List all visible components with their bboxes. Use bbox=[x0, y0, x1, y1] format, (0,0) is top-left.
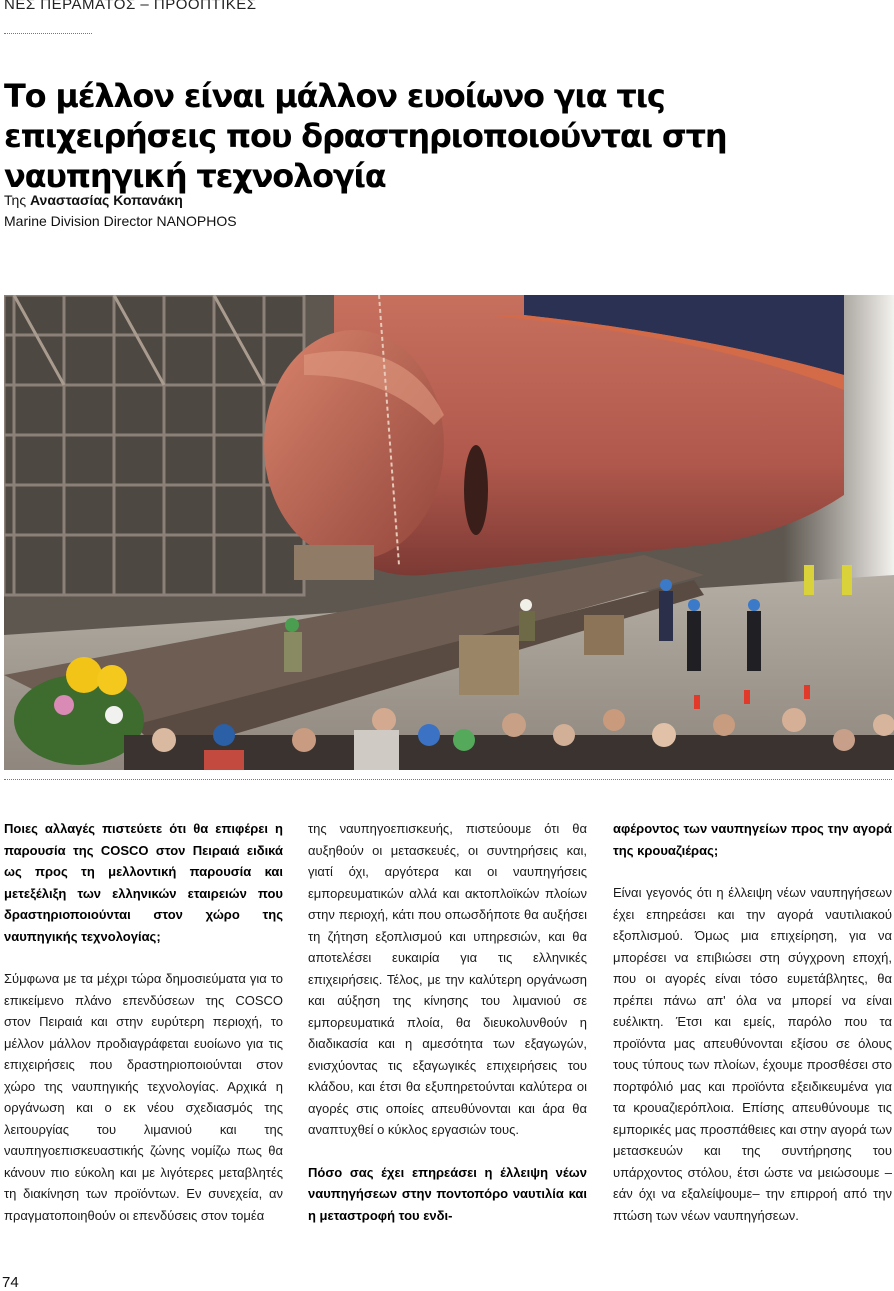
byline bbox=[4, 190, 237, 232]
article-column-1 bbox=[4, 818, 283, 1226]
question-2: Πόσο σας έχει επηρεάσει η έλλειψη νέων ναυπηγήσεων στην ποντοπόρο ναυτιλία και η μεταστροφή του ενδι- bbox=[308, 1164, 587, 1223]
section-divider bbox=[4, 33, 92, 34]
answer-1-continued: της ναυπηγοεπισκευής, πιστεύουμε ότι θα αυξηθούν οι μετασκευές, οι συντηρήσεις και, γιατί όχι, αργότερα και οι ναυπηγήσεις εμπορευματικών αλλά και ακτοπλοϊκών πλοίων στην περιοχή, κάτι που οπωσδήποτε θα αυξήσει τη ζήτηση εξοπλισμού και υπηρεσιών, και θα αποτελέσει ευκαιρία για τις ελληνικές επιχειρήσεις. Τέλος, με την καλύτερη οργάνωση και αύξηση της κίνησης του λιμανιού σε εμπορευματικά πλοία, θα διευκολυνθούν η διαδικασία και η αμεσότητα των εξαγωγών, ενισχύοντας τις εξαγωγικές επιχειρήσεις του κλάδου, και έτσι θα εξυπηρετούνται καλύτερα οι αγορές στις οποίες απευθύνονται και άρα θα αναπτυχθεί ο κύκλος εργασιών τους. bbox=[308, 821, 587, 1137]
article-headline: Το μέλλον είναι μάλλον ευοίωνο για τις επιχειρήσεις που δραστηριοποιούνται στη ναυπηγική τεχνολογία bbox=[4, 77, 727, 195]
article-column-2 bbox=[308, 818, 587, 1226]
byline-author-line bbox=[4, 190, 237, 211]
byline-prefix: Της bbox=[4, 192, 30, 208]
article-column-3 bbox=[613, 818, 892, 1226]
answer-1: Σύμφωνα με τα μέχρι τώρα δημοσιεύματα για το επικείμενο πλάνο επενδύσεων της COSCO στον Πειραιά και στην ευρύτερη περιοχή, το μέλλον μάλλον προδιαγράφεται ευοίωνο για τις επιχειρήσεις που δραστηριοποιούνται στον χώρο της ναυπηγικής τεχνολογίας. Αρχικά η οργάνωση και ο εκ νέου σχεδιασμός της λειτουργίας του λιμανιού και της ναυπηγοεπισκευαστικής ζώνης νομίζω πως θα κάνουν πιο εύκολη και με λιγότερες μεταβλητές τη διακίνηση των προϊόντων. Εν συνεχεία, αν πραγματοποιηθούν οι επενδύσεις στον τομέα bbox=[4, 971, 283, 1223]
section-label: ΝΕΣ ΠΕΡΑΜΑΤΟΣ – ΠΡΟΟΠΤΙΚΕΣ bbox=[4, 0, 257, 13]
answer-2: Είναι γεγονός ότι η έλλειψη νέων ναυπηγήσεων έχει επηρεάσει και την αγορά ναυτιλιακού εξοπλισμού. Όμως μια επιχείρηση, για να μπορέσει να επιβιώσει στη σύγχρονη εποχή, που οι αγορές είναι τόσο ευμετάβλητες, θα πρέπει πάνω απ' όλα να μπορεί να είναι ευέλικτη. Έτσι και εμείς, παρόλο που τα προϊόντα μας απευθύνονται εξίσου σε όλους τους τύπους των πλοίων, έχουμε προσθέσει στο πορτφόλιό μας και προϊόντα εξειδικευμένα για τα κρουαζιερόπλοια. Επίσης απευθύνουμε τις εμπορικές μας προσπάθειες και στην αγορά των μετασκευών και της συντήρησης του υπάρχοντος στόλου, έτσι ώστε να μειώσουμε –εάν όχι να εξαλείψουμε– την επιρροή από την πτώση των νέων ναυπηγήσεων. bbox=[613, 885, 892, 1223]
photo-divider bbox=[4, 779, 892, 780]
question-1: Ποιες αλλαγές πιστεύετε ότι θα επιφέρει η παρουσία της COSCO στον Πειραιά ειδικά ως προς τη μελλοντική παρουσία και μετεξέλιξη των ελληνικών εταιρειών που δραστηριοποιούνται στον χώρο της ναυπηγικής τεχνολογίας; bbox=[4, 821, 283, 944]
ship-launch-photo bbox=[4, 295, 894, 770]
byline-role: Marine Division Director NANOPHOS bbox=[4, 213, 237, 229]
question-2-continued: αφέροντος των ναυπηγείων προς την αγορά της κρουαζιέρας; bbox=[613, 821, 892, 858]
scaffold-structure bbox=[4, 295, 304, 595]
byline-author: Αναστασίας Κοπανάκη bbox=[29, 192, 183, 208]
ship-hull bbox=[264, 295, 844, 576]
page-number: 74 bbox=[2, 1274, 19, 1291]
